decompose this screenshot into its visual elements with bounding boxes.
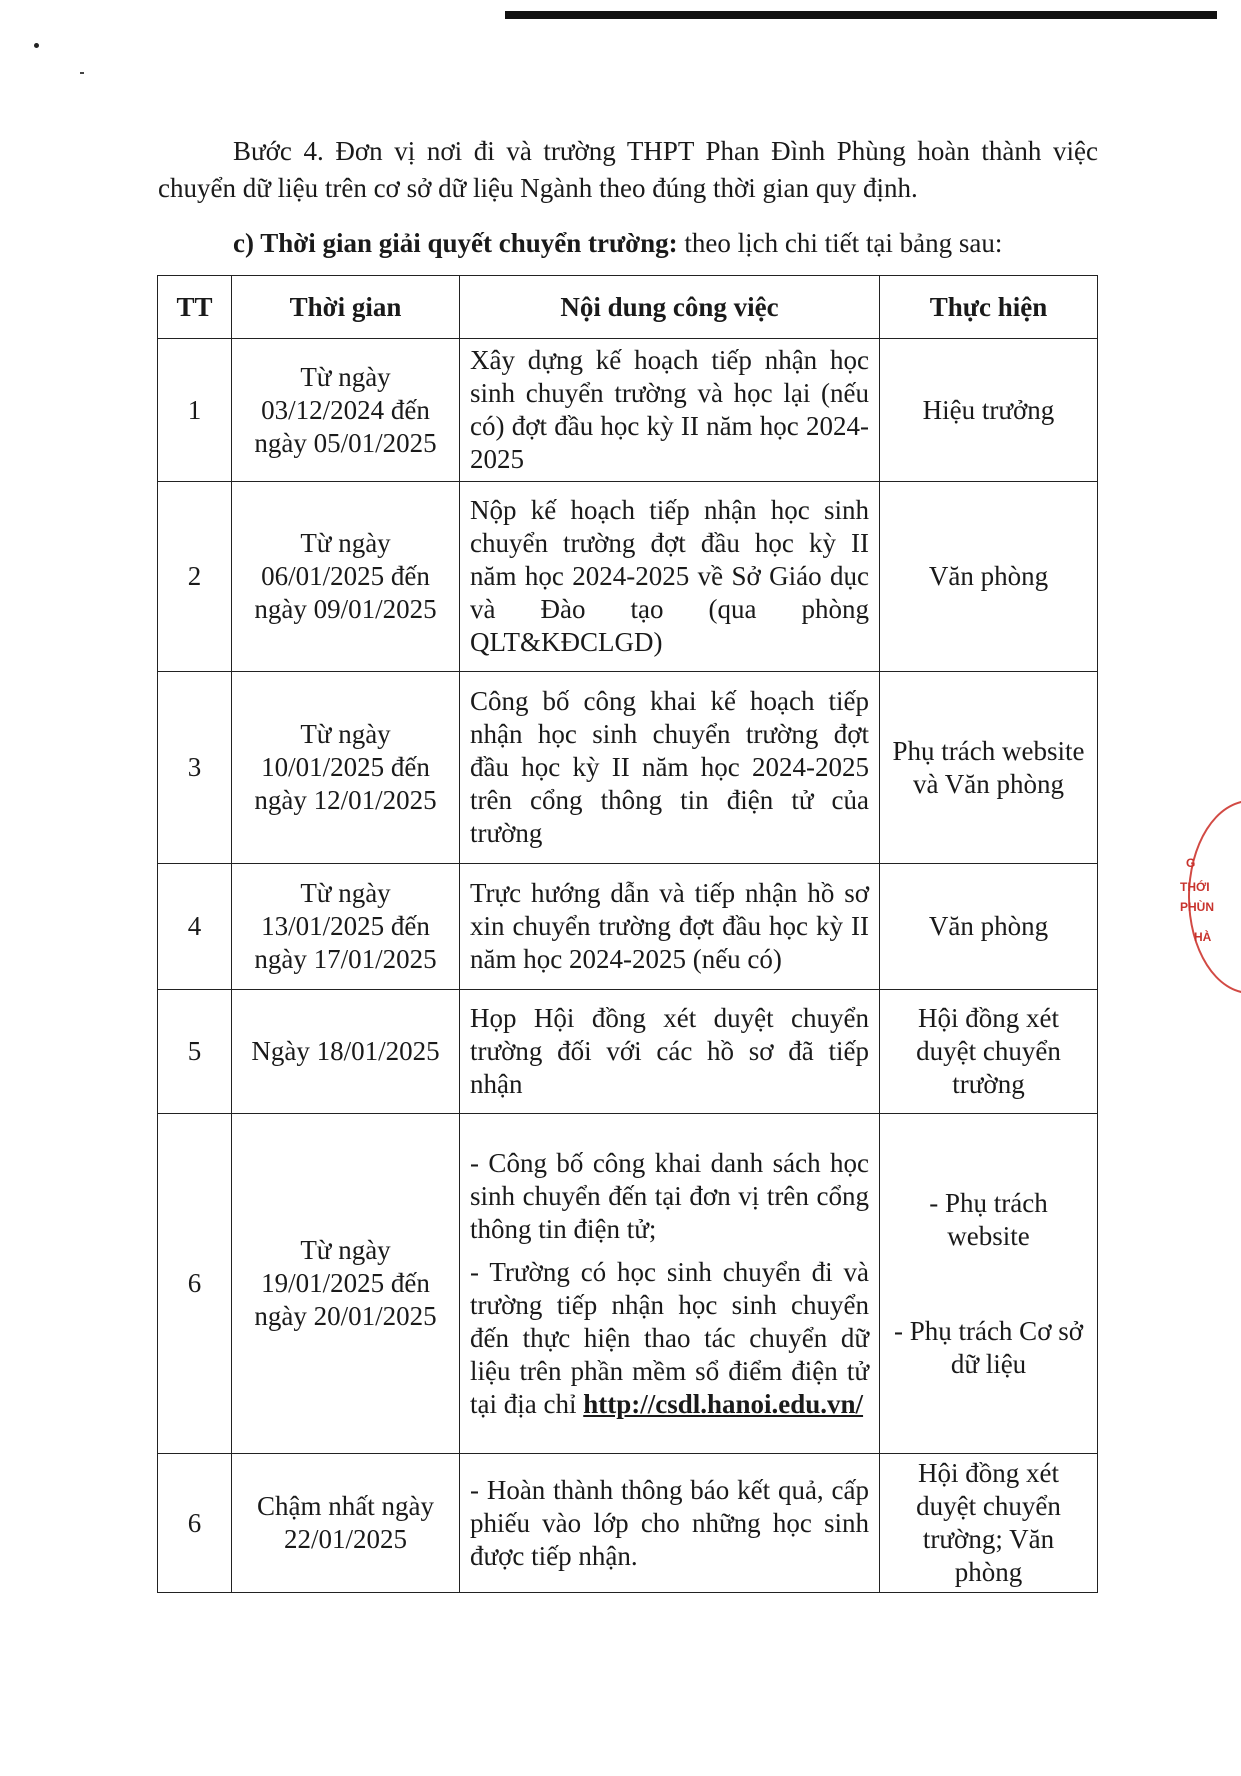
section-c-heading: [233, 225, 1113, 262]
header-tt: TT: [158, 276, 232, 339]
scan-speck: [34, 43, 39, 48]
row-responsible: Hội đồng xét duyệt chuyển trường: [880, 990, 1098, 1114]
header-by: Thực hiện: [880, 276, 1098, 339]
row-task: Trực hướng dẫn và tiếp nhận hồ sơ xin chuyển trường đợt đầu học kỳ II năm học 2024-2025 (nếu có): [460, 864, 880, 990]
header-task: Nội dung công việc: [460, 276, 880, 339]
row-number: 4: [158, 864, 232, 990]
row-responsible-a: - Phụ trách website: [929, 1187, 1048, 1251]
row-number: 3: [158, 672, 232, 864]
stamp-text: G: [1186, 856, 1196, 870]
row-number: 2: [158, 482, 232, 672]
row-responsible: Văn phòng: [880, 482, 1098, 672]
row-time: Ngày 18/01/2025: [232, 990, 460, 1114]
row-time: Từ ngày 03/12/2024 đến ngày 05/01/2025: [232, 339, 460, 482]
top-rule: [505, 11, 1217, 19]
row-task-part-a: - Công bố công khai danh sách học sinh chuyển đến tại đơn vị trên cổng thông tin điện tử;: [470, 1147, 869, 1244]
row-responsible-b: - Phụ trách Cơ sở dữ liệu: [893, 1315, 1084, 1379]
table-row: [158, 672, 1098, 864]
row-responsible: Phụ trách website và Văn phòng: [880, 672, 1098, 864]
row-task: - Hoàn thành thông báo kết quả, cấp phiếu vào lớp cho những học sinh được tiếp nhận.: [460, 1454, 880, 1593]
row-number: 6: [158, 1454, 232, 1593]
row-time: Từ ngày 19/01/2025 đến ngày 20/01/2025: [232, 1114, 460, 1454]
row-task: Xây dựng kế hoạch tiếp nhận học sinh chuyển trường và học lại (nếu có) đợt đầu học kỳ II năm học 2024-2025: [460, 339, 880, 482]
scan-speck: [80, 72, 84, 74]
row-task: [460, 1114, 880, 1454]
section-c-title: c) Thời gian giải quyết chuyển trường:: [233, 228, 678, 258]
row-task: Họp Hội đồng xét duyệt chuyển trường đối với các hồ sơ đã tiếp nhận: [460, 990, 880, 1114]
stamp-text: PHÙN: [1180, 900, 1215, 914]
row-number: 6: [158, 1114, 232, 1454]
table-row: [158, 482, 1098, 672]
header-time: Thời gian: [232, 276, 460, 339]
table-row: [158, 339, 1098, 482]
row-task-part-b-text: - Trường có học sinh chuyển đi và trường tiếp nhận học sinh chuyển đến thực hiện thao tác chuyển dữ liệu trên phần mềm sổ điểm điện tử tại địa chỉ: [470, 1256, 869, 1419]
row-task: Nộp kế hoạch tiếp nhận học sinh chuyển trường đợt đầu học kỳ II năm học 2024-2025 về Sở Giáo dục và Đào tạo (qua phòng QLT&KĐCLGD): [460, 482, 880, 672]
table-row: [158, 1454, 1098, 1593]
stamp-text: HÀ: [1194, 930, 1212, 944]
row-responsible: Hội đồng xét duyệt chuyển trường; Văn phòng: [880, 1454, 1098, 1593]
csdl-link[interactable]: http://csdl.hanoi.edu.vn/: [583, 1388, 864, 1419]
table-row: [158, 1114, 1098, 1454]
row-number: 1: [158, 339, 232, 482]
stamp-text: THỚI: [1180, 880, 1210, 894]
row-responsible: [880, 1114, 1098, 1454]
step-4-paragraph: Bước 4. Đơn vị nơi đi và trường THPT Phan Đình Phùng hoàn thành việc chuyển dữ liệu trên cơ sở dữ liệu Ngành theo đúng thời gian quy định.: [158, 136, 1098, 203]
row-number: 5: [158, 990, 232, 1114]
transfer-schedule-table: [157, 275, 1098, 1593]
row-time: Từ ngày 10/01/2025 đến ngày 12/01/2025: [232, 672, 460, 864]
table-header-row: [158, 276, 1098, 339]
table-row: [158, 990, 1098, 1114]
red-seal-stamp: [1180, 800, 1241, 990]
row-task: Công bố công khai kế hoạch tiếp nhận học sinh chuyển trường đợt đầu học kỳ II năm học 2024-2025 trên cổng thông tin điện tử của trường: [460, 672, 880, 864]
row-responsible: Văn phòng: [880, 864, 1098, 990]
row-time: Từ ngày 13/01/2025 đến ngày 17/01/2025: [232, 864, 460, 990]
stamp-ring: [1188, 800, 1241, 994]
table-row: [158, 864, 1098, 990]
section-c-text: theo lịch chi tiết tại bảng sau:: [677, 228, 1003, 258]
row-time: Từ ngày 06/01/2025 đến ngày 09/01/2025: [232, 482, 460, 672]
row-responsible: Hiệu trưởng: [880, 339, 1098, 482]
row-time: Chậm nhất ngày 22/01/2025: [232, 1454, 460, 1593]
row-task-part-b: [470, 1256, 869, 1421]
